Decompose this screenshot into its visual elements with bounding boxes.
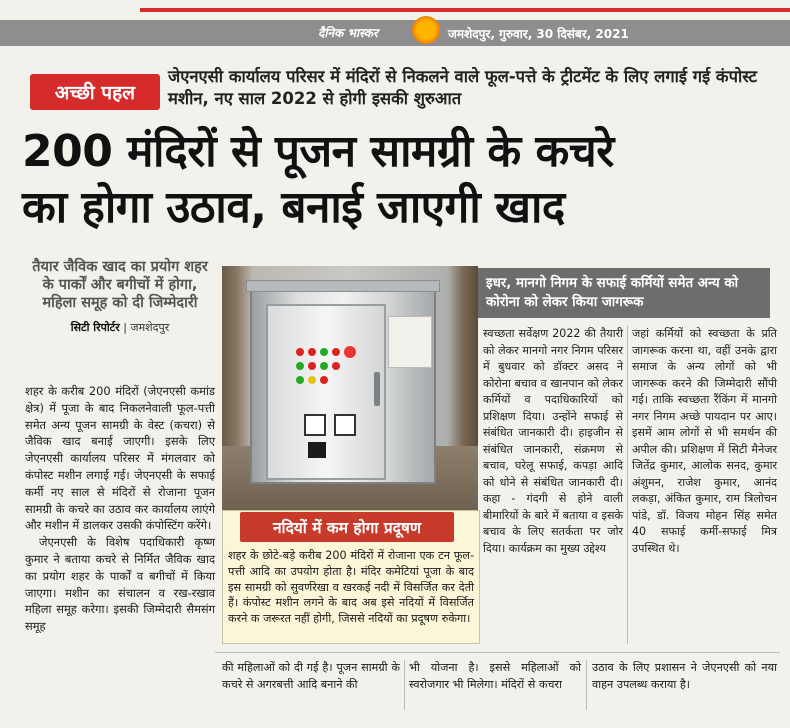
indicator-light-icon: [308, 376, 316, 384]
sun-logo-icon: [412, 16, 440, 44]
dateline: जमशेदपुर, गुरुवार, 30 दिसंबर, 2021: [448, 27, 629, 41]
bottom-column-3: उठाव के लिए प्रशासन ने जेएनएसी को नया वाहन उपलब्ध कराया है।: [592, 661, 777, 691]
bottom-rule: [215, 652, 780, 653]
bottom-divider: [404, 660, 405, 710]
indicator-light-icon: [332, 348, 340, 356]
masthead-band: [0, 20, 790, 46]
indicator-light-icon: [332, 362, 340, 370]
machine-cabinet: [250, 286, 436, 484]
machine-label-sticker: [388, 316, 432, 368]
masthead: [0, 0, 790, 46]
left-column-head: [25, 258, 215, 335]
newspaper-logo: दैनिक भास्कर: [318, 26, 378, 40]
headline-line-1: 200 मंदिरों से पूजन सामग्री के कचरे: [22, 126, 614, 177]
left-article-body: [25, 383, 215, 635]
indicator-light-icon: [344, 346, 356, 358]
indicator-light-icon: [308, 348, 316, 356]
gauge-meter-icon: [334, 414, 356, 436]
bottom-column-2: भी योजना है। इससे महिलाओं को स्वरोजगार भी मिलेगा। मंदिरों से कचरा: [409, 661, 581, 691]
bottom-column-1: की महिलाओं को दी गई है। पूजन सामग्री के कचरे से अगरबत्ती आदि बनाने की: [222, 661, 400, 691]
control-panel: [266, 304, 386, 480]
left-paragraph-2: जेएनएसी के विशेष पदाधिकारी कृष्ण कुमार ने बताया कचरे से निर्मित जैविक खाद का प्रयोग शहर के पार्कों व बगीचों में किया जाएगा। मशीन का संचालन व रख-रखाव महिला समूह करेगा। इसकी जिम्मेदारी सैमसंग समूह: [25, 535, 215, 634]
pollution-body: शहर के छोटे-बड़े करीब 200 मंदिरों में रोजाना एक टन फूल-पत्ती आदि का उपयोग होता है। मंदिर कमेटियां पूजा के बाद इस सामग्री को सुवर्णरेखा व खरकई नदी में विसर्जित कर देती हैं। कंपोस्ट मशीन लगने के बाद अब इसे नदियों में विसर्जित करने क जरूरत नहीं होगी, जिससे नदियों का प्रदूषण रुकेगा।: [228, 549, 474, 626]
masthead-red-rule: [140, 8, 790, 12]
sidebox-column-1: स्वच्छता सर्वेक्षण 2022 की तैयारी को लेकर मानगो नगर निगम परिसर में बुधवार को डॉक्टर असद ने कोरोना बचाव व खानपान को लेकर कर्मियों व पदाधिकारियों को प्रशिक्षण दिया। उन्होंने सफाई से संबंधित जानकारी दी। हाइजीन से संबंधित जानकारी, संक्रमण से बचाव, घरेलू सफाई, कपड़ा आदि को धोने से संबंधित जानकारी दी। कहा - गंदगी से होने वाली बीमारियों के बारे में बताया व इसके बचाव के लिए सतर्कता पर जोर दिया। कार्यक्रम का मुख्य उद्देश्य: [483, 327, 623, 555]
sidebox-heading: इधर, मानगो निगम के सफाई कर्मियों समेत अन्य को कोरोना को लेकर किया जागरूक: [478, 268, 770, 318]
display-screen: [308, 442, 326, 458]
headline-line-2: का होगा उठाव, बनाई जाएगी खाद: [22, 182, 565, 233]
byline-place: | जमशेदपुर: [123, 321, 170, 334]
sidebox-column-2: जहां कर्मियों को स्वच्छता के प्रति जागरूक करना था, वहीं उनके द्वारा समाज के अन्य लोगों को भी जागरूक करने की जिम्मेदारी सौंपी गई। ताकि स्वच्छता रैंकिंग में मानगो नगर निगम अच्छे पायदान पर आए। इसमें आम लोगों से भी समर्थन की अपील की। प्रशिक्षण में सिटी मैनेजर जितेंद्र कुमार, आलोक सनद, कुमार अंशुमन, राजेश कुमार, आनंद लकड़ा, अंकित कुमार, राम त्रिलोचन पांडे, डॉ. विजय मोहन सिंह समेत 40 सफाई कर्मी-सफाई मित्र उपस्थित थे।: [632, 327, 777, 555]
gauge-meter-icon: [304, 414, 326, 436]
reporter-name: सिटी रिपोर्टर: [70, 321, 120, 334]
kicker: जेएनएसी कार्यालय परिसर में मंदिरों से निकलने वाले फूल-पत्ते के ट्रीटमेंट के लिए लगाई गई कंपोस्ट मशीन, नए साल 2022 से होगी इसकी शुरुआत: [168, 67, 757, 108]
column-divider: [627, 326, 628, 644]
section-tag: अच्छी पहल: [30, 74, 160, 110]
left-paragraph-1: शहर के करीब 200 मंदिरों (जेएनएसी कमांड क्षेत्र) में पूजा के बाद निकलनेवाली फूल-पत्ती समेत अन्य पूजन सामग्री के वेस्ट (कचरा) से जैविक खाद बनाई जाएगी। इसके लिए जेएनएसी कार्यालय परिसर में मंगलवार को कंपोस्ट मशीन लगाई गई। जेएनएसी के सफाई कर्मी नए साल से मंदिरों से रोजाना पूजन सामग्री के कचरे का उठाव कर कार्यालय लाएंगे और मशीन में डालकर उसकी कंपोस्टिंग करेंगे।: [25, 384, 215, 533]
indicator-light-icon: [296, 362, 304, 370]
byline: [25, 320, 215, 335]
indicator-light-icon: [320, 376, 328, 384]
indicator-light-icon: [308, 362, 316, 370]
machine-lid: [246, 280, 440, 292]
headline: [22, 124, 782, 236]
subheadline: तैयार जैविक खाद का प्रयोग शहर के पार्कों और बगीचों में होगा, महिला समूह को दी जिम्मेदारी: [32, 259, 208, 311]
compost-machine-photo: [222, 266, 478, 510]
indicator-light-icon: [296, 348, 304, 356]
pollution-heading: नदियों में कम होगा प्रदूषण: [240, 512, 454, 542]
bottom-divider: [586, 660, 587, 710]
indicator-light-icon: [320, 362, 328, 370]
indicator-light-icon: [320, 348, 328, 356]
indicator-light-icon: [296, 376, 304, 384]
cabinet-handle: [374, 372, 380, 406]
